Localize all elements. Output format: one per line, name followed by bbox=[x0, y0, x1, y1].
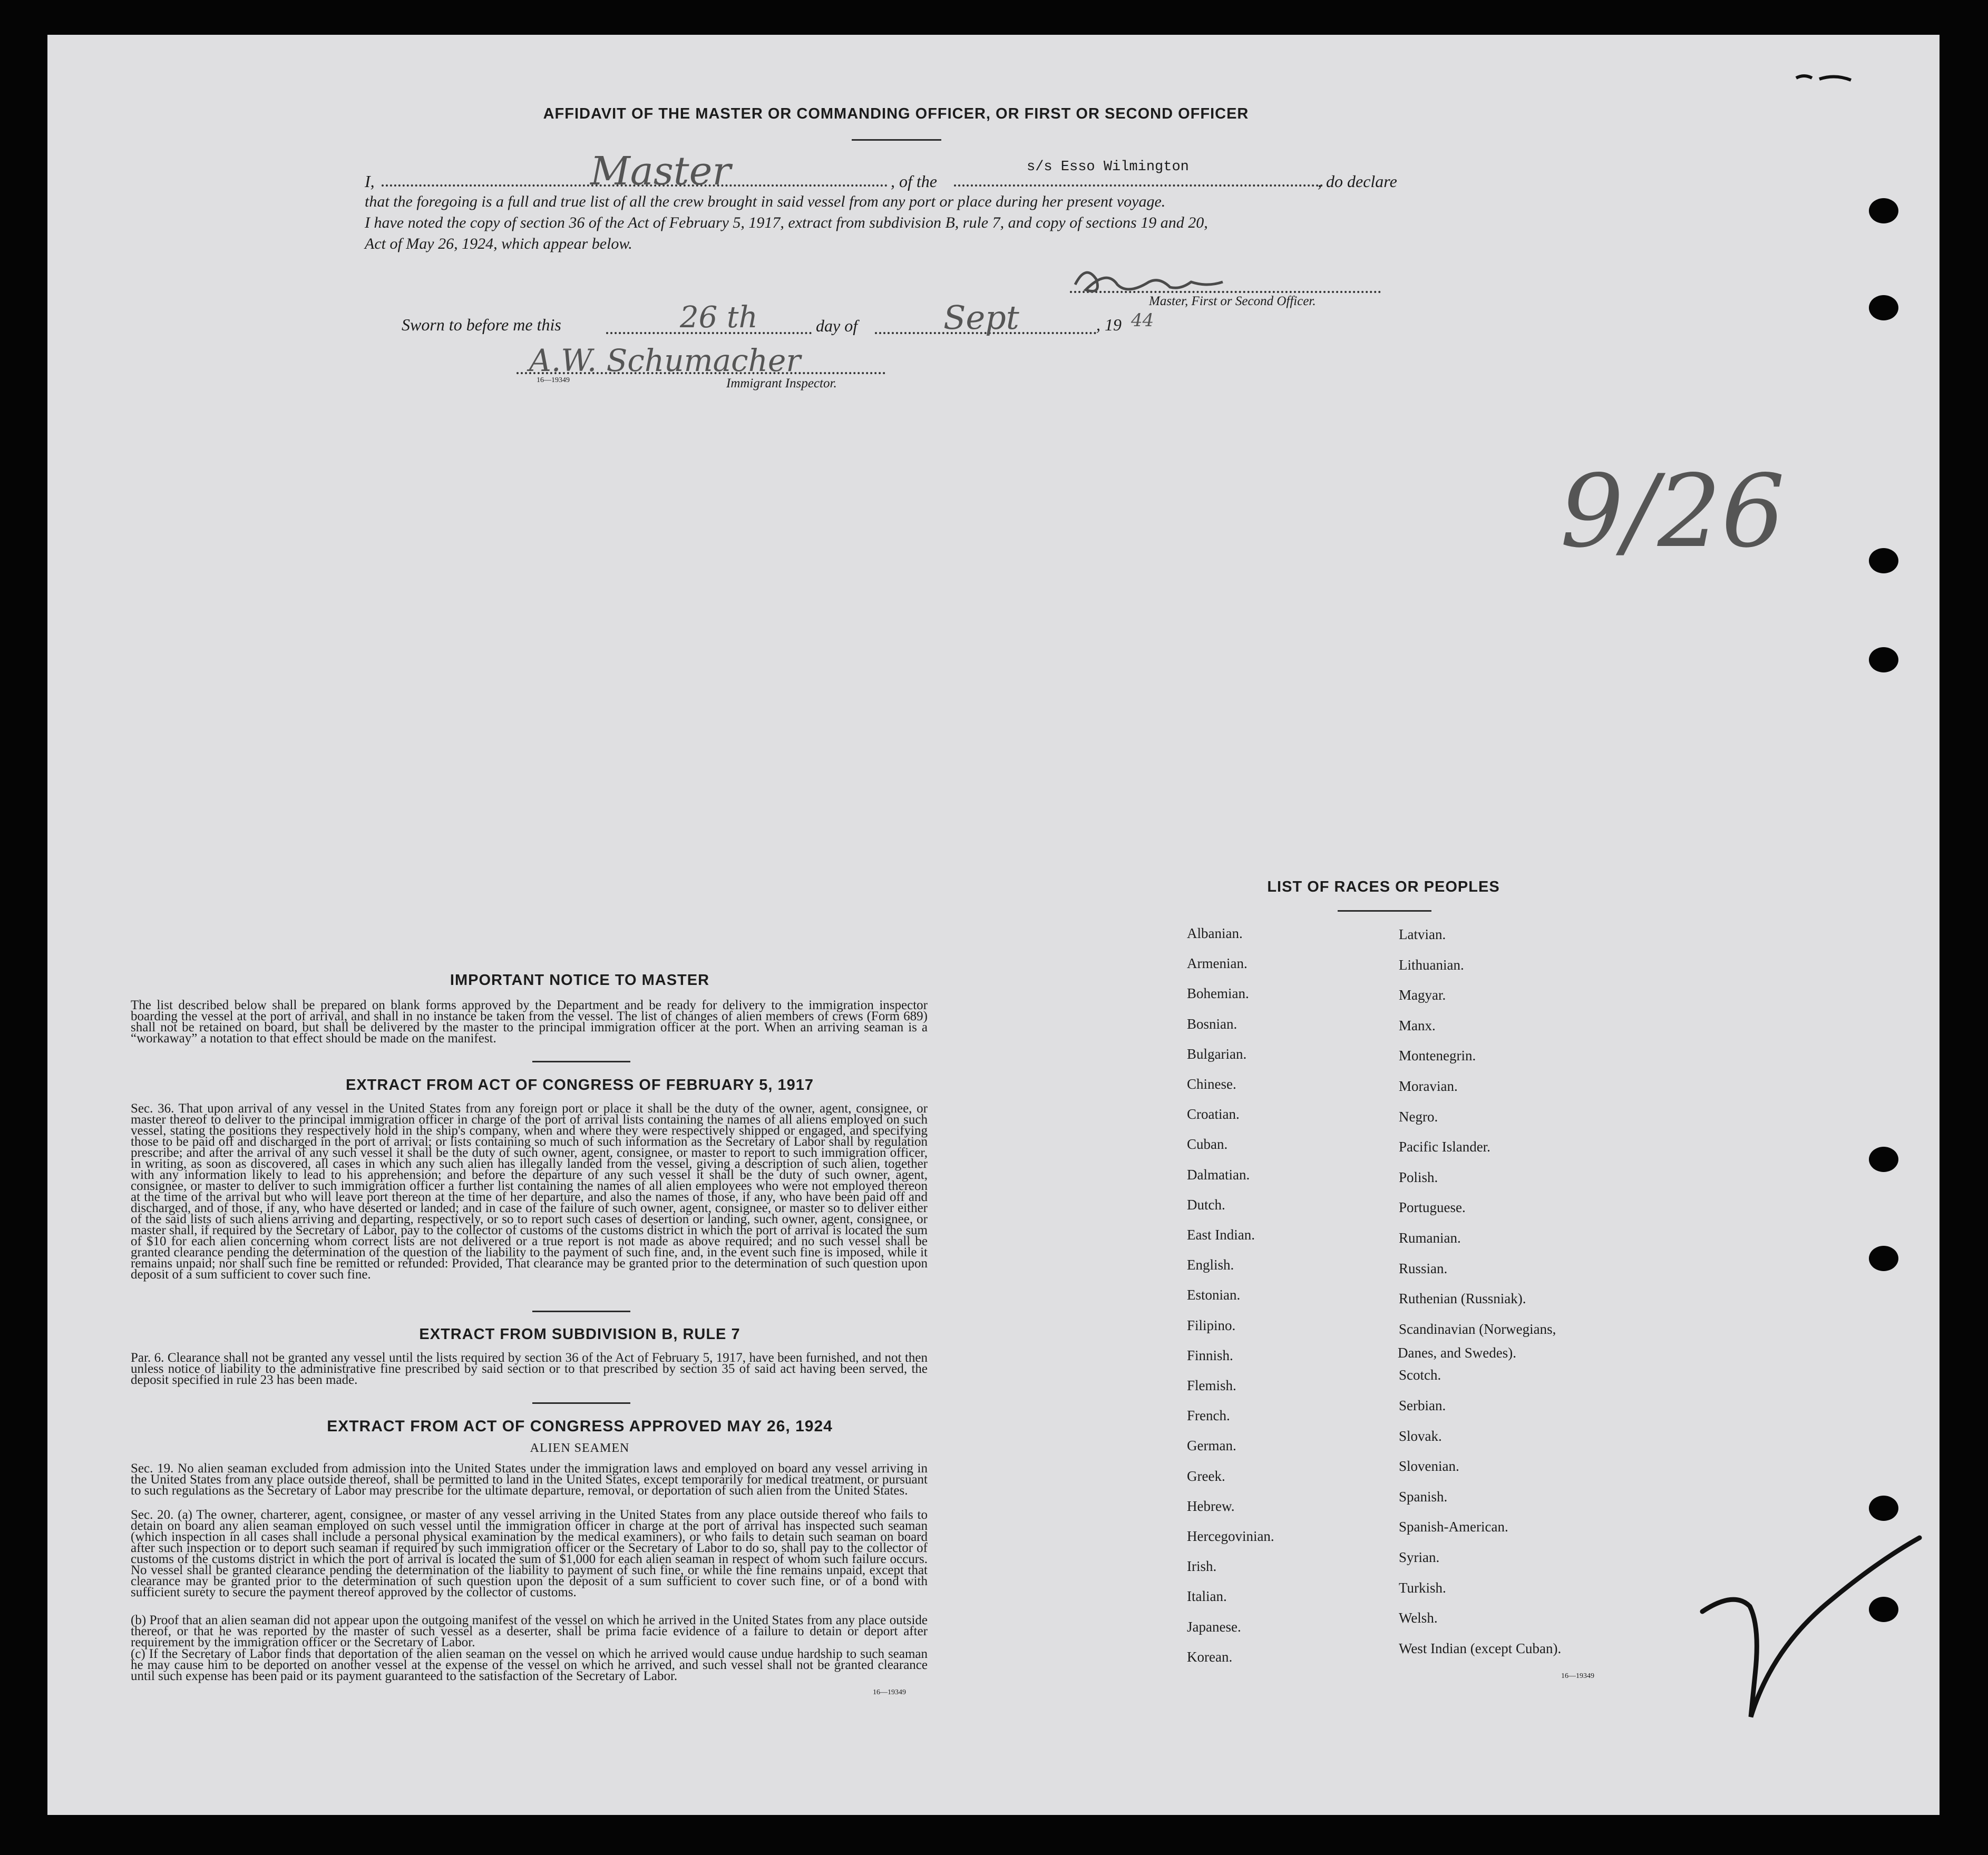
i-label: I, bbox=[365, 172, 375, 191]
sworn-day-handwriting: 26 th bbox=[680, 300, 758, 335]
race-item: Japanese. bbox=[1187, 1618, 1241, 1635]
race-item: Scandinavian (Norwegians, bbox=[1399, 1321, 1556, 1337]
race-item: Montenegrin. bbox=[1399, 1048, 1476, 1064]
corner-mark bbox=[1796, 76, 1851, 80]
race-item: Turkish. bbox=[1399, 1579, 1446, 1596]
race-item: Spanish. bbox=[1399, 1488, 1448, 1505]
race-item: Ruthenian (Russniak). bbox=[1399, 1291, 1526, 1307]
year-handwriting: 44 bbox=[1131, 310, 1154, 331]
race-item: Spanish-American. bbox=[1399, 1519, 1508, 1535]
race-item: Welsh. bbox=[1399, 1610, 1438, 1626]
race-item: German. bbox=[1187, 1438, 1236, 1454]
punch-hole bbox=[1869, 1147, 1898, 1172]
race-item: Finnish. bbox=[1187, 1347, 1233, 1363]
inspector-caption: Immigrant Inspector. bbox=[726, 376, 837, 390]
race-item: Bosnian. bbox=[1187, 1016, 1237, 1032]
master-handwriting: Master bbox=[590, 149, 731, 194]
races-title: LIST OF RACES OR PEOPLES bbox=[1267, 878, 1500, 895]
day-of-label: day of bbox=[816, 316, 858, 335]
race-item: Russian. bbox=[1399, 1260, 1448, 1276]
race-item: French. bbox=[1187, 1408, 1230, 1424]
declaration-line-2: I have noted the copy of section 36 of the Act of February 5, 1917, extract from subdivision B, rule 7, and copy of sections 19 and 20, bbox=[365, 214, 1208, 231]
declaration-line-3: Act of May 26, 1924, which appear below. bbox=[365, 235, 632, 252]
punch-hole bbox=[1869, 1246, 1898, 1271]
race-item: Serbian. bbox=[1399, 1398, 1446, 1413]
race-item: Chinese. bbox=[1187, 1076, 1236, 1092]
declaration-line-1: that the foregoing is a full and true list of all the crew brought in said vessel from any port or place during her present voyage. bbox=[365, 193, 1166, 210]
extract-1924-sec20c: (c) If the Secretary of Labor finds that deportation of the alien seaman on the vessel on which he arrived would cause undue hardship to such seaman he may cause him to be deported on another vessel at the expense of the vessel on which he arrived, and such vessel shall not be granted clearance until such expense has been paid or its payment guaranteed to the satisfaction of the Secretary of Labor. bbox=[131, 1647, 928, 1683]
race-item: English. bbox=[1187, 1257, 1234, 1273]
master-signature-caption: Master, First or Second Officer. bbox=[1149, 294, 1316, 308]
extract-1924-subtitle: ALIEN SEAMEN bbox=[530, 1441, 630, 1455]
punch-hole bbox=[1869, 198, 1898, 223]
race-item: Scotch. bbox=[1399, 1367, 1441, 1383]
sworn-label: Sworn to before me this bbox=[402, 315, 561, 334]
inspector-signature: A.W. Schumacher bbox=[529, 343, 801, 378]
race-item: Lithuanian. bbox=[1399, 956, 1464, 973]
race-item: Negro. bbox=[1399, 1108, 1438, 1125]
extract-1924-sec19: Sec. 19. No alien seaman excluded from admission into the United States under the immigration laws and employed on board any vessel arriving in the United States from any place outside thereof, shall be permitted to land in the United States, except temporarily for medical treatment, or pursuant to such regulations as the Secretary of Labor may prescribe for the ultimate departure, removal, or deportation of such alien from the United States. bbox=[131, 1461, 928, 1498]
race-item: Cuban. bbox=[1187, 1136, 1228, 1153]
master-signature-scrawl bbox=[1075, 272, 1223, 291]
extract-1924-sec20b: (b) Proof that an alien seaman did not appear upon the outgoing manifest of the vessel on which he arrived in the United States from any place outside thereof, or that he was reported by the master of such vessel as a deserter, shall be prima facie evidence of a failure to detain or deport after requirement by the immigration officer or the Secretary of Labor. bbox=[131, 1613, 928, 1649]
checkmark bbox=[1702, 1538, 1919, 1717]
race-item: Slovak. bbox=[1399, 1428, 1442, 1444]
race-item: Greek. bbox=[1187, 1468, 1225, 1484]
affidavit-title: AFFIDAVIT OF THE MASTER OR COMMANDING OFFICER, OR FIRST OR SECOND OFFICER bbox=[543, 105, 1249, 122]
race-item: Albanian. bbox=[1187, 925, 1243, 941]
race-item: Dutch. bbox=[1187, 1196, 1225, 1213]
race-item: Filipino. bbox=[1187, 1317, 1236, 1333]
race-item: Flemish. bbox=[1187, 1378, 1236, 1393]
extract-1917-title: EXTRACT FROM ACT OF CONGRESS OF FEBRUARY 5, 1917 bbox=[345, 1077, 814, 1094]
race-item: Magyar. bbox=[1399, 987, 1446, 1003]
punch-hole bbox=[1869, 647, 1898, 672]
race-item: Syrian. bbox=[1399, 1549, 1440, 1565]
race-item: Italian. bbox=[1187, 1588, 1227, 1605]
race-item: Irish. bbox=[1187, 1558, 1217, 1575]
race-item: Moravian. bbox=[1399, 1078, 1458, 1094]
extract-1924-form-number: 16—19349 bbox=[873, 1688, 906, 1696]
extract-rule7-body: Par. 6. Clearance shall not be granted any vessel until the lists required by section 36 of the Act of February 5, 1917, have been furnished, and not then unless notice of liability to the administrative fine prescribed by said section or to that prescribed by section 35 of said act having been served, the deposit specified in rule 23 has been made. bbox=[131, 1351, 928, 1387]
race-item: West Indian (except Cuban). bbox=[1399, 1640, 1562, 1656]
affidavit-form-number: 16—19349 bbox=[537, 376, 570, 384]
race-item: Manx. bbox=[1399, 1017, 1436, 1033]
race-item: Polish. bbox=[1399, 1169, 1438, 1185]
race-item: Estonian. bbox=[1187, 1287, 1241, 1303]
extract-1924-sec20a: Sec. 20. (a) The owner, charterer, agent, consignee, or master of any vessel arriving in the United States from any place outside thereof who fails to detain on board any alien seaman employed on such vessel until the immigration officer in charge at the port of arrival has inspected such seaman (which inspection in all cases shall include a personal physical examination by the medical examiners), or who fails to detain such seaman on board after such inspection or to deport such seaman if required by such immigration officer or the Secretary of Labor to do so, shall pay to the collector of customs of the customs district in which the port of arrival is located the sum of $1,000 for each alien seaman in respect of whom such failure occurs. No vessel shall be granted clearance pending the determination of the liability to payment of such fine, or while the fine remains unpaid, except that clearance may be granted prior to the determination of such question upon the deposit of a sum sufficient to cover such fine, or of a bond with sufficient surety to secure the payment thereof approved by the collector of customs. bbox=[131, 1508, 928, 1599]
punch-hole bbox=[1869, 548, 1898, 573]
sworn-month-handwriting: Sept bbox=[943, 298, 1019, 337]
race-item: Bohemian. bbox=[1187, 985, 1249, 1002]
race-item: Armenian. bbox=[1187, 955, 1248, 972]
race-item: Pacific Islander. bbox=[1399, 1139, 1490, 1155]
extract-1917-body: Sec. 36. That upon arrival of any vessel in the United States from any foreign port or place it shall be the duty of the owner, agent, consignee, or master thereof to deliver to the principal immigration officer in charge of the port of arrival lists containing the names of all aliens employed on such vessel, stating the positions they respectively hold in the ship's company, when and where they were respectively shipped or engaged, and specifying those to be paid off and discharged in the port of arrival; or lists containing so much of such information as the Secretary of Labor shall by regulation prescribe; and after the arrival of any such vessel it shall be the duty of such owner, agent, consignee, or master to report to such immigration officer, in writing, as soon as discovered, all cases in which any such alien has illegally landed from the vessel, giving a description of such alien, together with any information likely to lead to his apprehension; and before the departure of any such vessel it shall be the duty of such owner, agent, consignee, or master to deliver to such immigration officer a further list containing the names of all alien employees who were not employed thereon at the time of the arrival but who will leave port thereon at the time of her departure, and also the names of those, if any, who have been paid off and discharged, and of those, if any, who have deserted or landed; and in case of the failure of such owner, agent, consignee, or master so to deliver either of the said lists of such aliens arriving and departing, respectively, or so to report such cases of desertion or landing, such owner, agent, consignee, or master shall, if required by the Secretary of Labor, pay to the collector of customs of the customs district in which the port of arrival is located the sum of $10 for each alien concerning whom correct lists are not delivered or a true report is not made as above required; and no such vessel shall be granted clearance pending the determination of the question of the liability to the payment of such fine, and, in the event such fine is imposed, while it remains unpaid; nor shall such fine be remitted or refunded: Provided, That clearance may be granted prior to the determination of such question upon deposit of a sum sufficient to cover such fine. bbox=[131, 1101, 928, 1282]
race-item: Hercegovinian. bbox=[1187, 1528, 1274, 1544]
race-item: Croatian. bbox=[1187, 1106, 1240, 1122]
race-item: Slovenian. bbox=[1399, 1458, 1459, 1475]
vessel-name: s/s Esso Wilmington bbox=[1027, 159, 1189, 175]
year-prefix: , 19 bbox=[1096, 315, 1122, 334]
notice-body: The list described below shall be prepared on blank forms approved by the Department and be ready for delivery to the immigration inspector boarding the vessel at the port of arrival, and shall in no instance be taken from the vessel. The list of changes of alien members of crews (Form 689) shall not be retained on board, but shall be delivered by the master to the principal immigration officer at the port. When an arriving seaman is a “workaway” a notation to that effect should be made on the manifest. bbox=[131, 998, 928, 1046]
race-scandinavian-continuation: Danes, and Swedes). bbox=[1398, 1345, 1516, 1361]
race-item: Rumanian. bbox=[1399, 1230, 1461, 1246]
handwritten-date-annotation: 9/26 bbox=[1560, 453, 1785, 570]
race-item: Hebrew. bbox=[1187, 1498, 1235, 1514]
race-item: East Indian. bbox=[1187, 1227, 1255, 1243]
do-declare-label: , do declare bbox=[1318, 172, 1397, 191]
of-the-label: , of the bbox=[891, 172, 937, 191]
races-form-number: 16—19349 bbox=[1561, 1672, 1594, 1680]
race-item: Bulgarian. bbox=[1187, 1046, 1247, 1062]
punch-hole bbox=[1869, 1597, 1898, 1622]
race-item: Korean. bbox=[1187, 1648, 1233, 1665]
extract-1924-title: EXTRACT FROM ACT OF CONGRESS APPROVED MAY 26, 1924 bbox=[327, 1418, 833, 1435]
punch-hole bbox=[1869, 295, 1898, 320]
race-item: Portuguese. bbox=[1399, 1199, 1466, 1216]
race-item: Dalmatian. bbox=[1187, 1166, 1250, 1183]
extract-rule7-title: EXTRACT FROM SUBDIVISION B, RULE 7 bbox=[419, 1326, 740, 1343]
race-item: Latvian. bbox=[1399, 926, 1446, 942]
punch-hole bbox=[1869, 1496, 1898, 1521]
notice-title: IMPORTANT NOTICE TO MASTER bbox=[450, 972, 710, 989]
